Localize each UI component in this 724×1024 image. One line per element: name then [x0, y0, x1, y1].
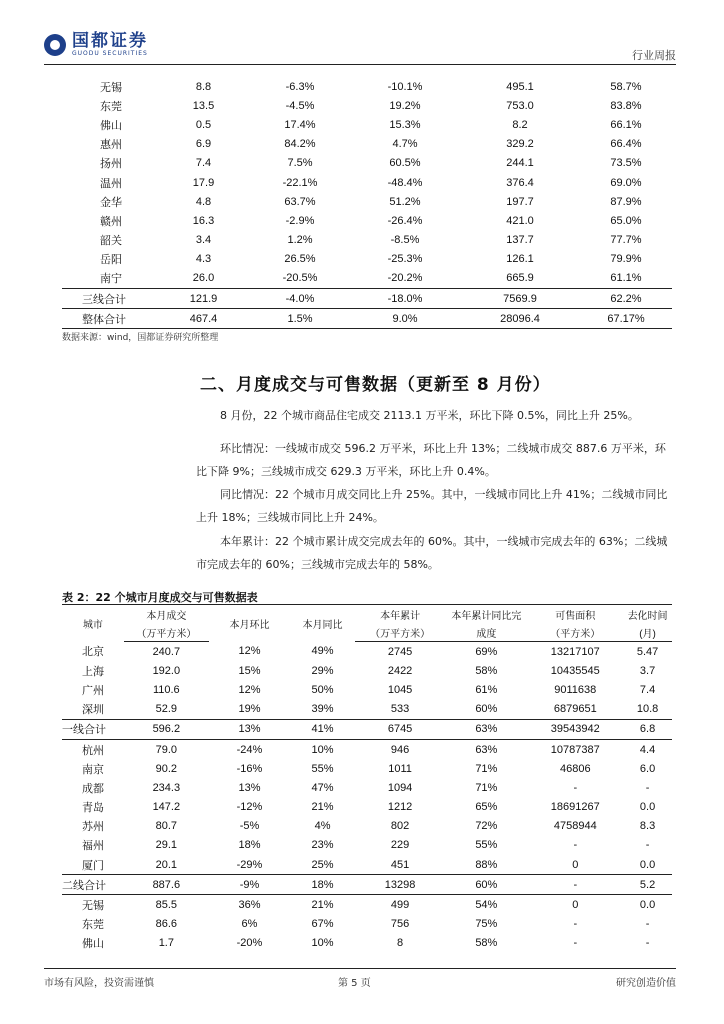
cell-c1: 7.4	[195, 157, 212, 170]
cell-mom: 13%	[209, 719, 290, 739]
header-mom: 本月环比	[209, 605, 290, 642]
tier2-total-row	[62, 875, 672, 895]
cell-c2: 1.5%	[250, 309, 350, 329]
cell-yoy: 49%	[311, 645, 334, 658]
table-row	[62, 269, 672, 289]
cell-c5: 65.0%	[610, 214, 642, 227]
table-row	[62, 915, 672, 934]
cell-c4: 197.7	[506, 195, 534, 208]
table-row	[62, 680, 672, 699]
cell-vol: 240.7	[152, 645, 181, 658]
cell-c3: 4.7%	[392, 138, 418, 151]
cell-yoy: 25%	[311, 858, 334, 871]
table-row	[62, 642, 672, 662]
report-type: 行业周报	[632, 49, 676, 62]
cell-months: 7.4	[639, 683, 656, 696]
cell-inv: -	[573, 781, 578, 794]
city-name: 惠州	[100, 139, 122, 152]
cell-c4: 8.2	[512, 118, 528, 131]
cell-ytd: 499	[390, 899, 410, 912]
cell-ytd: 1212	[387, 801, 413, 814]
table-row	[62, 115, 672, 134]
cell-c5: 61.1%	[610, 272, 642, 285]
cell-c5: 83.8%	[610, 99, 642, 112]
tier1-total-row	[62, 719, 672, 739]
cell-ratio: 54%	[475, 899, 498, 912]
cell-inv: 46806	[559, 762, 591, 775]
cell-yoy: 67%	[311, 918, 334, 931]
paragraph-mom: 环比情况：一线城市成交 596.2 万平米，环比上升 13%；二线城市成交 887.6 万平米，环比下降 9%；三线城市成交 629.3 万平米，环比上升 0.4%。	[196, 442, 666, 478]
cell-c2: -20.5%	[282, 272, 318, 285]
cell-c2: 84.2%	[284, 138, 316, 151]
paragraph-yoy: 同比情况：22 个城市月成交同比上升 25%。其中，一线城市同比上升 41%；二线城市同比上升 18%；三线城市同比上升 24%。	[196, 488, 668, 524]
city-name: 深圳	[82, 704, 104, 717]
tier3-city-table	[62, 77, 672, 329]
cell-c3: 9.0%	[350, 309, 460, 329]
cell-ratio: 69%	[475, 645, 498, 658]
cell-c5: 87.9%	[610, 195, 642, 208]
logo-mark-icon	[44, 34, 66, 56]
cell-vol: 86.6	[155, 918, 178, 931]
cell-inv: -	[573, 839, 578, 852]
city-name: 南京	[82, 763, 104, 776]
cell-months: -	[645, 937, 650, 950]
cell-c1: 8.8	[195, 80, 212, 93]
table-caption: 表 2：22 个城市月度成交与可售数据表	[62, 591, 258, 604]
cell-mom: 36%	[238, 899, 261, 912]
cell-ratio: 60%	[445, 875, 527, 895]
cell-yoy: 39%	[311, 703, 334, 716]
table-header	[62, 605, 672, 642]
city-name: 无锡	[100, 81, 122, 94]
cell-c2: -2.9%	[285, 214, 315, 227]
city-name: 韶关	[100, 235, 122, 248]
cell-c3: 60.5%	[389, 157, 421, 170]
cell-ratio: 60%	[475, 703, 498, 716]
cell-c4: 137.7	[506, 234, 534, 247]
cell-ytd: 8	[397, 937, 404, 950]
table-row	[62, 934, 672, 953]
cell-yoy: 55%	[311, 762, 334, 775]
city-name: 岳阳	[100, 254, 122, 267]
cell-c3: -26.4%	[387, 214, 423, 227]
cell-inv: 18691267	[550, 801, 600, 814]
data-source-note: 数据来源：wind，国都证券研究所整理	[62, 333, 219, 343]
cell-months: 0.0	[639, 899, 656, 912]
cell-c3: -10.1%	[387, 80, 423, 93]
cell-mom: -29%	[236, 858, 263, 871]
section-title: 二、月度成交与可售数据（更新至 8 月份）	[200, 375, 551, 395]
cell-c4: 7569.9	[460, 289, 580, 309]
cell-yoy: 29%	[311, 664, 334, 677]
cell-mom: -16%	[236, 762, 263, 775]
cell-inv: 6879651	[553, 703, 597, 716]
cell-months: 0.0	[639, 858, 656, 871]
cell-c2: -4.0%	[250, 289, 350, 309]
cell-ratio: 72%	[475, 820, 498, 833]
cell-c5: 66.4%	[610, 138, 642, 151]
city-name: 成都	[82, 782, 104, 795]
header-yoy: 本月同比	[290, 605, 355, 642]
cell-ytd: 13298	[355, 875, 445, 895]
cell-c3: -18.0%	[350, 289, 460, 309]
cell-months: 8.3	[639, 820, 656, 833]
cell-inv: 10787387	[550, 743, 600, 756]
city-name: 东莞	[82, 919, 104, 932]
city-name: 北京	[82, 646, 104, 659]
cell-vol: 20.1	[155, 858, 178, 871]
table-row	[62, 895, 672, 915]
cell-ratio: 71%	[475, 762, 498, 775]
city-name: 广州	[82, 684, 104, 697]
cell-yoy: 47%	[311, 781, 334, 794]
header-ytd: 本年累计	[355, 605, 445, 624]
cell-inv: -	[573, 918, 578, 931]
header-divider	[44, 64, 676, 65]
header-ytd-unit: （万平方米）	[355, 623, 445, 642]
table-row	[62, 231, 672, 250]
cell-mom: 6%	[241, 918, 258, 931]
cell-ytd: 6745	[355, 719, 445, 739]
cell-yoy: 10%	[311, 937, 334, 950]
cell-c5: 69.0%	[610, 176, 642, 189]
cell-c1: 3.4	[195, 234, 212, 247]
table-row	[62, 250, 672, 269]
cell-inv: 4758944	[553, 820, 597, 833]
city-name: 三线合计	[62, 289, 157, 309]
cell-inv: 39543942	[527, 719, 623, 739]
city-name: 佛山	[82, 938, 104, 951]
city-name: 杭州	[82, 744, 104, 757]
cell-months: 0.0	[639, 801, 656, 814]
cell-c4: 126.1	[506, 253, 534, 266]
table-row	[62, 173, 672, 192]
cell-inv: -	[573, 937, 578, 950]
cell-c1: 467.4	[157, 309, 250, 329]
cell-ytd: 533	[390, 703, 410, 716]
tier3-total-row	[62, 289, 672, 309]
cell-ytd: 2422	[387, 664, 413, 677]
table-row	[62, 154, 672, 173]
cell-yoy: 4%	[314, 820, 331, 833]
cell-c1: 4.3	[195, 253, 212, 266]
cell-ratio: 58%	[475, 937, 498, 950]
city-name: 整体合计	[62, 309, 157, 329]
city-name: 苏州	[82, 821, 104, 834]
cell-c1: 13.5	[192, 99, 215, 112]
cell-c1: 121.9	[157, 289, 250, 309]
logo-english-name: GUODU SECURITIES	[72, 50, 148, 57]
cell-c5: 66.1%	[610, 118, 642, 131]
cell-vol: 192.0	[152, 664, 181, 677]
cell-ratio: 88%	[475, 858, 498, 871]
table-row	[62, 211, 672, 230]
cell-months: 5.2	[623, 875, 672, 895]
paragraph-ytd: 本年累计：22 个城市累计成交完成去年的 60%。其中，一线城市完成去年的 63%；二线城市完成去年的 60%；三线城市完成去年的 58%。	[196, 535, 668, 571]
cell-c3: 51.2%	[389, 195, 421, 208]
header-ytd-ratio-2: 成度	[445, 623, 527, 642]
cell-mom: -5%	[239, 820, 260, 833]
cell-ytd: 802	[390, 820, 410, 833]
cell-ytd: 451	[390, 858, 410, 871]
cell-inv: 0	[572, 858, 579, 871]
city-name: 厦门	[82, 859, 104, 872]
cell-vol: 90.2	[155, 762, 178, 775]
city-name: 赣州	[100, 215, 122, 228]
cell-inv: 9011638	[554, 683, 597, 696]
cell-yoy: 23%	[311, 839, 334, 852]
cell-c2: 26.5%	[284, 253, 316, 266]
cell-vol: 887.6	[124, 875, 209, 895]
cell-c2: 7.5%	[287, 157, 313, 170]
cell-c1: 6.9	[195, 138, 212, 151]
cell-vol: 80.7	[155, 820, 178, 833]
cell-c2: 63.7%	[284, 195, 316, 208]
cell-c5: 73.5%	[610, 157, 642, 170]
cell-c1: 17.9	[192, 176, 215, 189]
cell-months: -	[645, 918, 650, 931]
cell-vol: 110.6	[152, 683, 180, 696]
cell-c4: 28096.4	[460, 309, 580, 329]
cell-mom: 18%	[238, 839, 261, 852]
cell-c1: 16.3	[192, 214, 215, 227]
cell-mom: -12%	[236, 801, 263, 814]
cell-months: 6.0	[639, 762, 656, 775]
table-row	[62, 836, 672, 855]
logo-name: 国都证券	[72, 31, 148, 51]
cell-c5: 77.7%	[610, 234, 642, 247]
header-inventory-unit: （平方米）	[527, 623, 623, 642]
cell-c3: 19.2%	[389, 99, 421, 112]
cell-ytd: 2745	[387, 645, 413, 658]
cell-inv: -	[527, 875, 623, 895]
cell-ratio: 75%	[475, 918, 498, 931]
header-inventory: 可售面积	[527, 605, 623, 624]
monthly-transaction-table	[62, 604, 672, 953]
cell-months: 4.4	[639, 743, 656, 756]
table-row	[62, 96, 672, 115]
cell-inv: 0	[572, 899, 579, 912]
table-row	[62, 77, 672, 96]
cell-mom: -9%	[209, 875, 290, 895]
table-row	[62, 661, 672, 680]
cell-c1: 4.8	[195, 195, 212, 208]
city-name: 南宁	[100, 273, 122, 286]
cell-c2: 17.4%	[284, 118, 316, 131]
company-logo	[44, 32, 148, 57]
cell-vol: 52.9	[155, 703, 178, 716]
cell-mom: 15%	[238, 664, 261, 677]
city-name: 扬州	[100, 158, 122, 171]
cell-ratio: 65%	[475, 801, 498, 814]
cell-ratio: 63%	[475, 743, 498, 756]
cell-ratio: 61%	[475, 683, 498, 696]
header-ytd-ratio: 本年累计同比完	[445, 605, 527, 624]
cell-c3: -48.4%	[387, 176, 423, 189]
cell-vol: 79.0	[155, 743, 178, 756]
city-name: 金华	[100, 196, 122, 209]
footer-divider	[44, 968, 676, 969]
cell-c4: 329.2	[506, 138, 534, 151]
cell-c3: -8.5%	[390, 234, 420, 247]
cell-yoy: 21%	[311, 801, 334, 814]
cell-ytd: 1011	[388, 762, 412, 775]
header-months-unit: (月)	[623, 623, 672, 642]
footer-disclaimer: 市场有风险，投资需谨慎	[44, 978, 154, 989]
cell-c4: 244.1	[506, 157, 534, 170]
table-row	[62, 817, 672, 836]
cell-c4: 665.9	[506, 272, 534, 285]
page-header	[0, 0, 724, 70]
cell-months: 5.47	[636, 645, 659, 658]
cell-mom: 13%	[238, 781, 261, 794]
city-name: 佛山	[100, 119, 122, 132]
cell-c2: -6.3%	[285, 80, 315, 93]
cell-c2: -4.5%	[285, 99, 315, 112]
header-monthly-volume: 本月成交	[124, 605, 209, 624]
cell-months: 6.8	[623, 719, 672, 739]
cell-months: 10.8	[636, 703, 659, 716]
cell-months: -	[645, 839, 650, 852]
table-row	[62, 192, 672, 211]
cell-vol: 147.2	[152, 801, 181, 814]
cell-c2: -22.1%	[282, 176, 318, 189]
cell-c4: 753.0	[506, 99, 534, 112]
cell-c5: 67.17%	[580, 309, 672, 329]
city-name: 福州	[82, 840, 104, 853]
footer-slogan: 研究创造价值	[616, 978, 676, 989]
cell-yoy: 41%	[290, 719, 355, 739]
table-row	[62, 700, 672, 720]
cell-ytd: 1045	[387, 683, 413, 696]
cell-c1: 26.0	[192, 272, 215, 285]
cell-inv: 10435545	[550, 664, 600, 677]
table-row	[62, 855, 672, 875]
cell-vol: 234.3	[152, 781, 181, 794]
cell-mom: -20%	[236, 937, 263, 950]
cell-ytd: 946	[390, 743, 410, 756]
city-name: 上海	[82, 665, 104, 678]
cell-vol: 596.2	[124, 719, 209, 739]
cell-ytd: 229	[390, 839, 410, 852]
cell-months: -	[645, 781, 650, 794]
cell-ratio: 55%	[475, 839, 498, 852]
city-name: 无锡	[82, 900, 104, 913]
city-name: 青岛	[82, 802, 104, 815]
cell-vol: 29.1	[155, 839, 178, 852]
cell-c4: 495.1	[506, 80, 534, 93]
cell-c5: 79.9%	[610, 253, 642, 266]
city-name: 一线合计	[62, 719, 124, 739]
cell-yoy: 18%	[290, 875, 355, 895]
cell-ratio: 71%	[475, 781, 498, 794]
city-name: 东莞	[100, 100, 122, 113]
cell-mom: 12%	[238, 645, 261, 658]
table-row	[62, 135, 672, 154]
cell-c3: -20.2%	[387, 272, 423, 285]
overall-total-row	[62, 309, 672, 329]
table-row	[62, 778, 672, 797]
paragraph-summary: 8 月份，22 个城市商品住宅成交 2113.1 万平米，环比下降 0.5%，同比上升 25%。	[220, 409, 639, 422]
city-name: 二线合计	[62, 875, 124, 895]
cell-c3: 15.3%	[389, 118, 421, 131]
header-months: 去化时间	[623, 605, 672, 624]
city-name: 温州	[100, 177, 122, 190]
cell-mom: -24%	[236, 743, 263, 756]
cell-c1: 0.5	[195, 118, 212, 131]
cell-ytd: 1094	[387, 781, 413, 794]
cell-c3: -25.3%	[387, 253, 423, 266]
cell-c2: 1.2%	[287, 234, 313, 247]
cell-c4: 421.0	[506, 214, 534, 227]
cell-c4: 376.4	[506, 176, 534, 189]
table-row	[62, 759, 672, 778]
cell-vol: 1.7	[158, 937, 174, 950]
cell-ratio: 58%	[475, 664, 498, 677]
table-row	[62, 798, 672, 817]
cell-yoy: 21%	[311, 899, 334, 912]
cell-vol: 85.5	[155, 899, 178, 912]
cell-months: 3.7	[639, 664, 656, 677]
cell-ratio: 63%	[445, 719, 527, 739]
cell-c5: 62.2%	[580, 289, 672, 309]
table-row	[62, 739, 672, 759]
header-city: 城市	[62, 605, 124, 642]
cell-yoy: 10%	[311, 743, 334, 756]
cell-yoy: 50%	[311, 683, 334, 696]
cell-mom: 19%	[238, 703, 261, 716]
header-monthly-volume-unit: （万平方米）	[124, 623, 209, 642]
cell-ytd: 756	[390, 918, 410, 931]
cell-mom: 12%	[238, 683, 261, 696]
cell-inv: 13217107	[550, 645, 600, 658]
page-number: 第 5 页	[338, 978, 371, 989]
cell-c5: 58.7%	[610, 80, 642, 93]
